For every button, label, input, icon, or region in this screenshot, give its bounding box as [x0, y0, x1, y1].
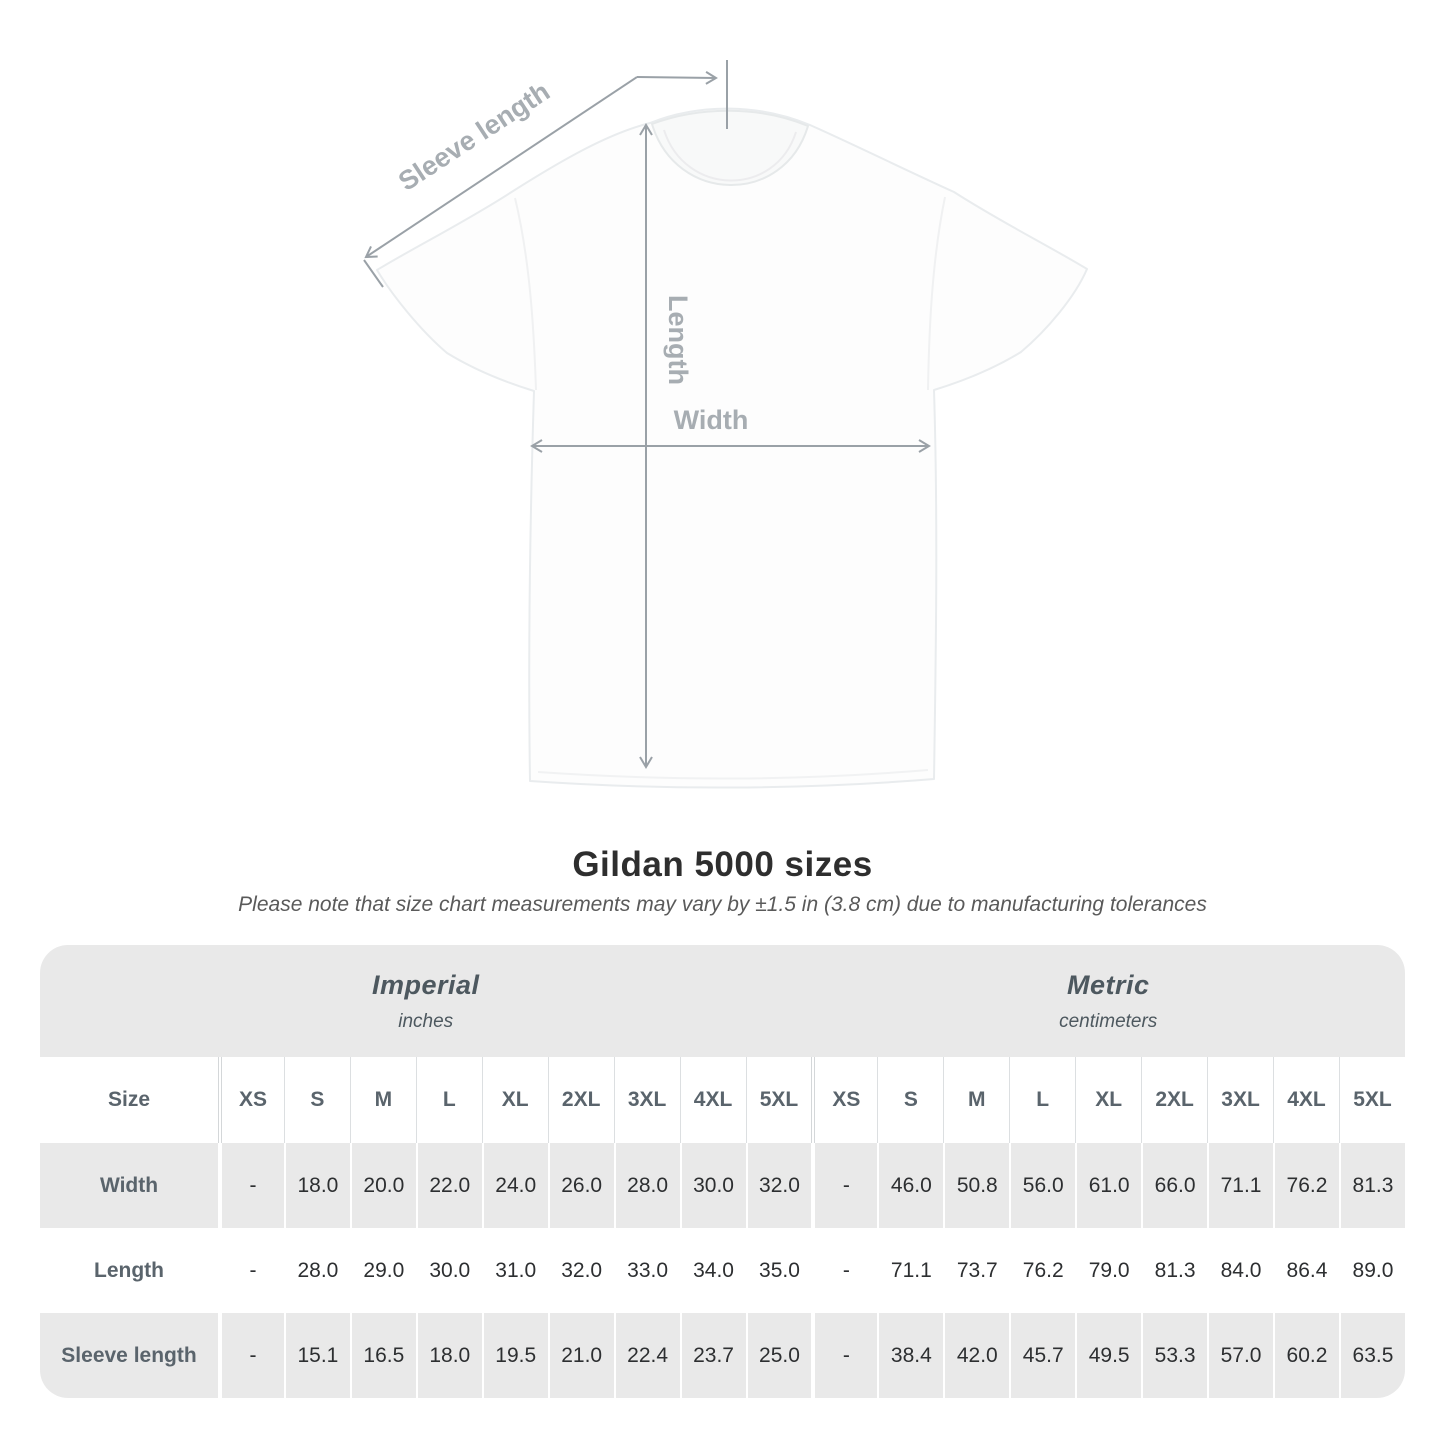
imperial-value: - [218, 1228, 284, 1313]
unit-band-row [40, 945, 1405, 1057]
metric-band [811, 945, 1405, 1057]
metric-size-header: S [877, 1057, 943, 1143]
tshirt-outline [377, 109, 1087, 788]
sleeve-length-label: Sleeve length [393, 76, 556, 197]
imperial-value: 18.0 [416, 1313, 482, 1398]
imperial-size-header: 3XL [614, 1057, 680, 1143]
imperial-value: 19.5 [482, 1313, 548, 1398]
chart-subtitle: Please note that size chart measurements may vary by ±1.5 in (3.8 cm) due to manufacturing tolerances [238, 893, 1207, 916]
length-label: Length [663, 295, 693, 385]
metric-value: 71.1 [1207, 1143, 1273, 1228]
metric-value: 86.4 [1273, 1228, 1339, 1313]
metric-value: 45.7 [1009, 1313, 1075, 1398]
metric-value: - [811, 1143, 877, 1228]
imperial-value: 28.0 [614, 1143, 680, 1228]
metric-value: 38.4 [877, 1313, 943, 1398]
imperial-value: 34.0 [680, 1228, 746, 1313]
imperial-value: 22.4 [614, 1313, 680, 1398]
imperial-value: - [218, 1143, 284, 1228]
imperial-value: 21.0 [548, 1313, 614, 1398]
imperial-value: 16.5 [350, 1313, 416, 1398]
metric-size-header: 3XL [1207, 1057, 1273, 1143]
metric-size-header: XL [1075, 1057, 1141, 1143]
imperial-value: 28.0 [284, 1228, 350, 1313]
metric-value: 56.0 [1009, 1143, 1075, 1228]
metric-value: 71.1 [877, 1228, 943, 1313]
imperial-value: 30.0 [416, 1228, 482, 1313]
imperial-value: 25.0 [746, 1313, 812, 1398]
imperial-value: 24.0 [482, 1143, 548, 1228]
imperial-label: Imperial [371, 969, 480, 1000]
metric-label: Metric [1066, 969, 1150, 1000]
imperial-size-header: L [416, 1057, 482, 1143]
imperial-value: 33.0 [614, 1228, 680, 1313]
metric-size-header: L [1009, 1057, 1075, 1143]
imperial-size-header: 5XL [746, 1057, 812, 1143]
metric-size-header: XS [811, 1057, 877, 1143]
metric-size-header: 4XL [1273, 1057, 1339, 1143]
size-table-wrap [40, 945, 1405, 1398]
metric-value: 57.0 [1207, 1313, 1273, 1398]
chart-title: Gildan 5000 sizes [572, 845, 873, 884]
imperial-value: 32.0 [746, 1143, 812, 1228]
imperial-value: 32.0 [548, 1228, 614, 1313]
metric-value: 76.2 [1009, 1228, 1075, 1313]
imperial-size-header: XL [482, 1057, 548, 1143]
measurement-row-label: Sleeve length [40, 1313, 218, 1398]
metric-value: - [811, 1313, 877, 1398]
metric-value: 81.3 [1141, 1228, 1207, 1313]
title-block [0, 830, 1445, 917]
size-table [40, 945, 1405, 1398]
imperial-unit: inches [398, 1010, 454, 1032]
metric-value: 76.2 [1273, 1143, 1339, 1228]
imperial-value: 29.0 [350, 1228, 416, 1313]
measurement-row [40, 1228, 1405, 1313]
metric-value: 42.0 [943, 1313, 1009, 1398]
metric-value: 73.7 [943, 1228, 1009, 1313]
imperial-value: 22.0 [416, 1143, 482, 1228]
imperial-value: 30.0 [680, 1143, 746, 1228]
measurement-row-label: Width [40, 1143, 218, 1228]
metric-value: 60.2 [1273, 1313, 1339, 1398]
metric-value: 81.3 [1339, 1143, 1405, 1228]
metric-value: 49.5 [1075, 1313, 1141, 1398]
metric-size-header: 2XL [1141, 1057, 1207, 1143]
imperial-value: 26.0 [548, 1143, 614, 1228]
imperial-value: 35.0 [746, 1228, 812, 1313]
imperial-value: - [218, 1313, 284, 1398]
metric-value: 79.0 [1075, 1228, 1141, 1313]
metric-size-header: 5XL [1339, 1057, 1405, 1143]
metric-value: 53.3 [1141, 1313, 1207, 1398]
metric-size-header: M [943, 1057, 1009, 1143]
metric-value: 63.5 [1339, 1313, 1405, 1398]
imperial-size-header: M [350, 1057, 416, 1143]
imperial-value: 18.0 [284, 1143, 350, 1228]
imperial-size-header: 4XL [680, 1057, 746, 1143]
measurement-row-label: Length [40, 1228, 218, 1313]
metric-value: 84.0 [1207, 1228, 1273, 1313]
size-column-title: Size [40, 1057, 218, 1143]
sleeve-length-horizontal-arrow [637, 77, 716, 78]
metric-value: 61.0 [1075, 1143, 1141, 1228]
size-header-row [40, 1057, 1405, 1143]
imperial-size-header: XS [218, 1057, 284, 1143]
metric-value: 46.0 [877, 1143, 943, 1228]
metric-value: 89.0 [1339, 1228, 1405, 1313]
metric-unit: centimeters [1059, 1010, 1158, 1032]
imperial-value: 15.1 [284, 1313, 350, 1398]
imperial-value: 20.0 [350, 1143, 416, 1228]
imperial-value: 31.0 [482, 1228, 548, 1313]
measurement-row [40, 1313, 1405, 1398]
measurement-row [40, 1143, 1405, 1228]
imperial-size-header: 2XL [548, 1057, 614, 1143]
imperial-size-header: S [284, 1057, 350, 1143]
metric-value: 66.0 [1141, 1143, 1207, 1228]
width-label: Width [673, 405, 749, 435]
metric-value: - [811, 1228, 877, 1313]
metric-value: 50.8 [943, 1143, 1009, 1228]
imperial-value: 23.7 [680, 1313, 746, 1398]
imperial-band [40, 945, 811, 1057]
